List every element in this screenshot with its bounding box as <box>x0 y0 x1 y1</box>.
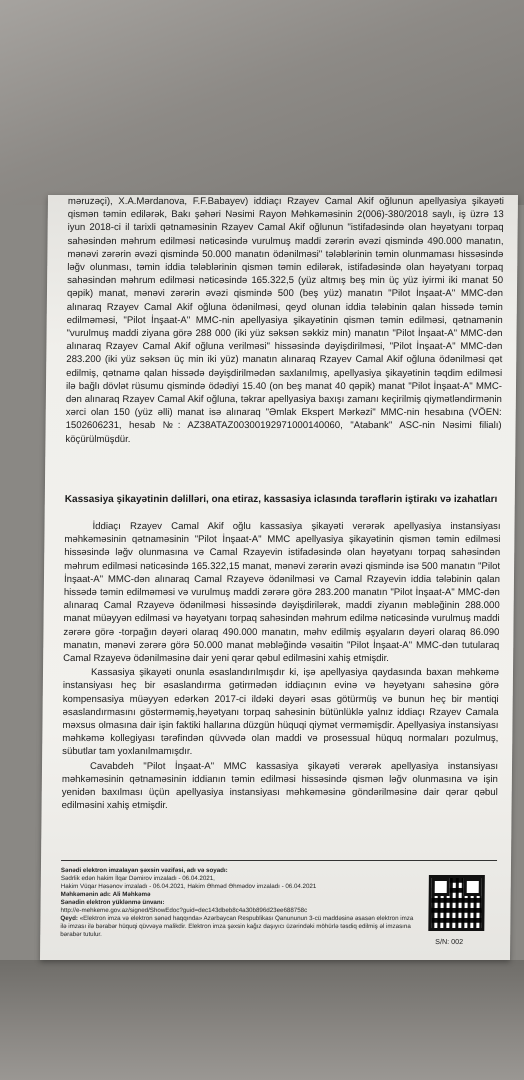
note-label: Qeyd: <box>60 915 79 922</box>
signer-line-1: Sədrlik edən hakim İlqar Dəmirov imzaladı - 06.04.2021, <box>60 875 215 882</box>
qr-code-icon <box>428 875 485 931</box>
court-name: Ali Məhkəmə <box>112 891 151 898</box>
note-text: «Elektron imza və elektron sənəd haqqında» Azərbaycan Respublikası Qanununun 3-cü maddəsinə əsasən elektron imza ilə imzası ilə bərabər hüquqi qüvvəyə malikdir. Elektron imza şəxsin kağız daşıyıcı üzərindəki möhürlə təsdiq edilmiş əl imzasına bərabər tutulur. <box>60 915 414 938</box>
footer-divider <box>61 860 497 861</box>
court-line <box>61 891 421 899</box>
body-paragraph-1: məruzəçi), X.A.Mərdanova, F.F.Babayev) iddiaçı Rzayev Camal Akif oğlunun apellyasiya şikayəti qismən təmin edilərək, Bakı şəhəri Nəsimi Rayon Məhkəməsinin 2(006)-380/2018 saylı, iş üzrə 13 iyun 2018-ci il tarixli qətnaməsinin Rzayev Camal Akif oğlunun "istifadəsində olan həyətyanı torpaq sahəsindən məhrum edilməsi nəticəsində vurulmuş maddi zərərin əvəzi qismində 490.000 manatın, mənəvi zərərin əvəzi qismində 50.000 manatın ödənilməsi" tələblərinin təmin olunmaması hissəsində ləğv olunması, təmin iddia tələblərinin qismən təmin edilərək, istifadəsində olan həyətyanı torpaq sahəsindən məhrum edilməsi nəticəsində 165.322,5 (yüz altmış beş min üç yüz iyirmi iki manat 50 qəpik) manat, mənəvi zərərin əvəzi qismində 500 (beş yüz) manatın "Pilot İnşaat-A" MMC-dən alınaraq Rzayev Camal Akif oğluna ödənilməsi, qeyd olunan iddia tələbinin qalan hissədə təmin edilməməsi, "Pilot İnşaat-A" MMC-nin apellyasiya şikayətinin qismən təmin edilməsi, qətnamənin "vurulmuş maddi ziyana görə 288 000 (iki yüz səksən səkkiz min) manatın "Pilot İnşaat-A" MMC-dən alınaraq Rzayev Camal Akif oğluna verilməsi" hissəsində dəyişdirilməsi, "Pilot İnşaat-A" MMC-dən 283.200 (iki yüz səksən üç min iki yüz) manatın alınaraq Rzayev Camal Akif oğluna ödənilməsi qət edilmiş, qətnamə qalan hissədə dəyişdirilmədən saxlanılmış, apellyasiya şikayətinin təqdim edilməsi ilə bağlı dövlət rüsumu qismində ödədiyi 15.40 (on beş manat 40 qəpik) manat "Pilot İnşaat-A" MMC-dən alınaraq Rzayev Camal Akif oğluna, təkrar apellyasiya baxışı zamanı keçirilmiş qiymətləndirmənin xərci olan 150 (yüz əlli) manat isə alınaraq "Əmlak Ekspert Mərkəzi" MMC-nin hesabına (VÖEN: 1502606231, hesab №: AZ38ATAZ00300192971000140060, "Atabank" ASC-nin Nəsimi filialı) köçürülmüşdür. <box>65 196 504 445</box>
background-surface-top <box>0 0 524 205</box>
section-heading: Kassasiya şikayətinin dəlilləri, ona etiraz, kassasiya iclasında tərəflərin iştirakı və izahatları <box>64 494 498 505</box>
paragraph-defendant: Cavabdeh "Pilot İnşaat-A" MMC kassasiya şikayəti verərək apellyasiya instansiyası məhkəməsinin qətnaməsinin iddianın təmin edilməsi hissəsində qismən ləğv olunmasına və işin yenidən baxılması üçün apellyasiya instansiyası məhkəməsinə göndərilməsinə dair qərar qəbul edilməsini xahiş etmişdir. <box>61 760 499 812</box>
signer-label: Sənədi elektron imzalayan şəxsin vəzifəsi, adı və soyadı: <box>60 867 228 874</box>
court-label: Məhkəmənin adı: <box>60 891 111 898</box>
signature-footer <box>60 867 421 939</box>
document-url[interactable]: http://e-mehkeme.gov.az/signed/ShowEdoc?guid=dec143dbeb8c4a30b896d23ee688758c <box>60 907 308 914</box>
paragraph-grounds: Kassasiya şikayəti onunla əsaslandırılmışdır ki, işə apellyasiya qaydasında baxan məhkəmə instansiyası heç bir əsaslandırma gətirmədən iddiaçının evinə və həyətyanı sahəsinə görə kompensasiya müəyyən edərkən 2017-ci ildəki dəyəri əsas götürmüş və bunun heç bir məntiqi əsaslandırmasını göstərməmiş,həyətyanı torpaq sahəsinin bütünlüklə yalnız iddiaçı Rzayev Camala məxsus olmasına dair işin faktiki hallarına düzgün hüquqi qiymət verməmişdir. Apellyasiya instansiyası məhkəmə kollegiyası tərəfindən qüvvədə olan maddi və prosessual hüquq normaları pozulmuş, sübutlar tam yoxlanılmamışdır. <box>62 667 500 758</box>
paragraph-claim: İddiaçı Rzayev Camal Akif oğlu kassasiya şikayəti verərək apellyasiya instansiyası məhkəməsinin qətnaməsinin "Pilot İnşaat-A" MMC apellyasiya şikayətinin qismən təmin edilməsi hissəsində ləğv olunmasına və Camal Rzayevin istifadəsində olan həyətyanı torpaq sahəsindən məhrum edilməsi nəticəsində 165.322,15 manat, mənəvi zərərin əvəzi qismində isə 500 manatın "Pilot İnşaat-A" MMC-dən alınaraq Camal Rzayevə ödənilməsi və Camal Rzayevin iddia tələbinin qalan hissədə təmin edilməməsi və vurulmuş maddi zərərə görə 283.200 manatın "Pilot İnşaat-A" MMC-dən alınaraq Camal Rzayevə ödənilməsi hissəsində dəyişdirilərək, maddi ziyanın məbləğinin 288.000 manat müəyyən edilməsi və həyətyanı torpaq sahəsindən məhrum edilmə nəticəsində vurulmuş maddi zərərə görə -torpağın dəyəri olaraq 490.000 manatın, məhv edilmiş əşyaların dəyəri olaraq 86.090 manatın, mənəvi zərərə görə 50.000 manat məbləğində vəsaitin "Pilot İnşaat-A" MMC-dən tutularaq Camal Rzayevə ödənilməsinə dair yeni qərar qəbul edilməsini xahiş etmişdir. <box>63 521 501 665</box>
serial-number: S/N: 002 <box>435 937 464 946</box>
url-label: Sənədin elektron yüklənmə ünvanı: <box>60 899 165 906</box>
body-section-2 <box>62 520 501 813</box>
signer-line-2: Hakim Vüqar Həsənov imzaladı - 06.04.2021, Hakim Əhməd Əhmədov imzaladı - 06.04.2021 <box>60 883 317 890</box>
background-surface-bottom <box>0 960 524 1080</box>
note-line <box>60 915 420 939</box>
document-page <box>40 195 518 960</box>
